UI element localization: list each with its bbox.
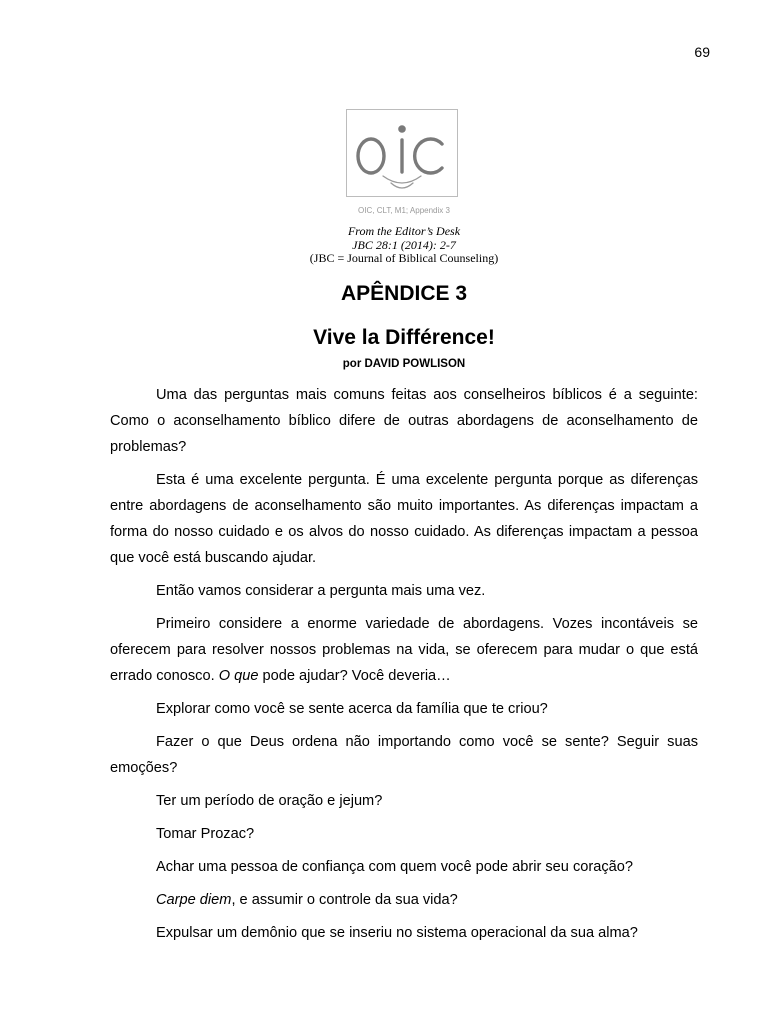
- paragraph-text: pode ajudar? Você deveria…: [258, 668, 451, 684]
- page-number: 69: [694, 44, 710, 60]
- emphasis-text: O que: [218, 668, 259, 684]
- paragraph: [110, 611, 698, 689]
- article-body: [110, 382, 698, 946]
- paragraph: Uma das perguntas mais comuns feitas aos conselheiros bíblicos é a seguinte: Como o aconselhamento bíblico difere de outras abordagens de aconselhamento de problemas?: [110, 387, 698, 455]
- paragraph: Explorar como você se sente acerca da família que te criou?: [156, 701, 548, 717]
- paragraph: [110, 887, 698, 913]
- byline: por DAVID POWLISON: [342, 358, 466, 370]
- source-journal-note: (JBC = Journal of Biblical Counseling): [309, 251, 499, 265]
- source-citation: [204, 225, 604, 266]
- paragraph-text: , e assumir o controle da sua vida?: [231, 892, 458, 908]
- appendix-title: APÊNDICE 3: [340, 282, 468, 305]
- emphasis-text: Carpe diem: [156, 892, 232, 908]
- oic-logo: [346, 109, 458, 197]
- paragraph: Esta é uma excelente pergunta. É uma excelente pergunta porque as diferenças entre abordagens de aconselhamento são muito importantes. As diferenças impactam a forma do nosso cuidado e os alvos do nosso cuidado. As diferenças impactam a pessoa que você está buscando ajudar.: [110, 472, 698, 566]
- paragraph: Tomar Prozac?: [156, 826, 255, 842]
- paragraph: Então vamos considerar a pergunta mais uma vez.: [156, 583, 486, 599]
- article-title: Vive la Différence!: [313, 326, 495, 349]
- paragraph: Expulsar um demônio que se inseriu no sistema operacional da sua alma?: [156, 925, 638, 941]
- paragraph: Achar uma pessoa de confiança com quem você pode abrir seu coração?: [156, 859, 634, 875]
- source-column-title: From the Editor’s Desk: [347, 224, 461, 238]
- oic-logo-graphic: [347, 110, 457, 196]
- paragraph: Fazer o que Deus ordena não importando como você se sente? Seguir suas emoções?: [110, 734, 698, 776]
- logo-caption: OIC, CLT, M1; Appendix 3: [358, 206, 450, 215]
- paragraph: Ter um período de oração e jejum?: [156, 793, 383, 809]
- source-journal-reference: JBC 28:1 (2014): 2-7: [352, 237, 456, 252]
- paragraph-text: Primeiro considere a enorme variedade de abordagens. Vozes incontáveis se oferecem para resolver nossos problemas na vida, se oferecem para mudar o que está errado conosco.: [110, 616, 698, 684]
